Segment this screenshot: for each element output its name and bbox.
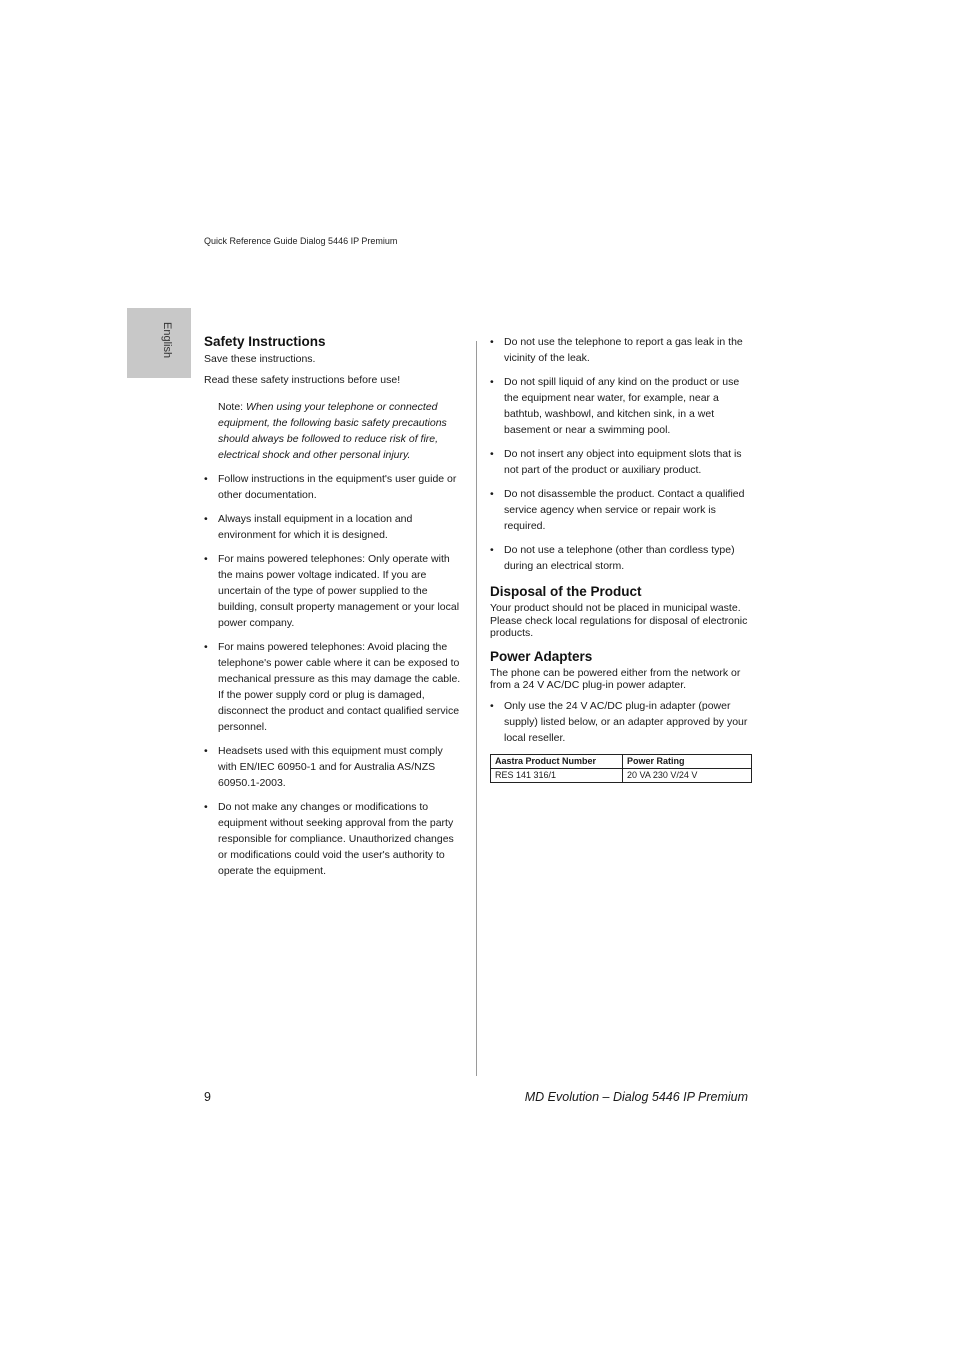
list-item: • Do not use the telephone to report a gas leak in the vicinity of the leak. xyxy=(490,334,752,366)
right-column xyxy=(490,334,752,783)
table-cell: RES 141 316/1 xyxy=(491,768,623,782)
list-item: • Do not make any changes or modifications to equipment without seeking approval from the party responsible for compliance. Unauthorized changes or modifications could void the user's authority to operate the equipment. xyxy=(204,799,464,879)
left-column xyxy=(204,334,464,887)
language-tab xyxy=(127,308,191,378)
list-item: • Do not spill liquid of any kind on the product or use the equipment near water, for example, near a bathtub, washbowl, and kitchen sink, in a wet basement or near a swimming pool. xyxy=(490,374,752,438)
running-header: Quick Reference Guide Dialog 5446 IP Premium xyxy=(204,236,398,246)
table-cell: 20 VA 230 V/24 V xyxy=(623,768,752,782)
list-item: • Follow instructions in the equipment's user guide or other documentation. xyxy=(204,471,464,503)
language-tab-label: English xyxy=(161,322,173,359)
list-item: • Do not use a telephone (other than cordless type) during an electrical storm. xyxy=(490,542,752,574)
list-item: • Do not insert any object into equipment slots that is not part of the product or auxiliary product. xyxy=(490,446,752,478)
safety-heading: Safety Instructions xyxy=(204,334,326,349)
safety-list-continued xyxy=(490,334,752,574)
safety-note xyxy=(218,399,464,463)
disposal-text: Your product should not be placed in municipal waste. Please check local regulations for disposal of electronic products. xyxy=(490,602,748,639)
disposal-heading: Disposal of the Product xyxy=(490,584,642,599)
footer-doc-title: MD Evolution – Dialog 5446 IP Premium xyxy=(524,1090,748,1104)
list-item: • Headsets used with this equipment must comply with EN/IEC 60950-1 and for Australia AS/NZS 60950.1-2003. xyxy=(204,743,464,791)
list-item: • Do not disassemble the product. Contact a qualified service agency when service or repair work is required. xyxy=(490,486,752,534)
note-label: Note: xyxy=(218,401,244,413)
list-item: • For mains powered telephones: Only operate with the mains power voltage indicated. If you are uncertain of the type of power supplied to the building, consult property management or your local power company. xyxy=(204,551,464,631)
list-item: • Always install equipment in a location and environment for which it is designed. xyxy=(204,511,464,543)
note-text: When using your telephone or connected equipment, the following basic safety precautions should always be followed to reduce risk of fire, electrical shock and other personal injury. xyxy=(218,401,447,461)
column-divider xyxy=(476,341,477,1076)
table-header-cell: Power Rating xyxy=(623,754,752,768)
power-heading: Power Adapters xyxy=(490,648,593,664)
page-number: 9 xyxy=(204,1090,211,1104)
power-text: The phone can be powered either from the network or from a 24 V AC/DC plug-in power adapter. xyxy=(490,666,741,691)
power-list xyxy=(490,698,752,746)
table-row xyxy=(491,768,752,782)
table-header-row xyxy=(491,754,752,768)
list-item: • Only use the 24 V AC/DC plug-in adapter (power supply) listed below, or an adapter approved by your local reseller. xyxy=(490,698,752,746)
safety-list xyxy=(204,471,464,879)
safety-intro-1: Save these instructions. xyxy=(204,353,316,365)
table-header-cell: Aastra Product Number xyxy=(491,754,623,768)
list-item: • For mains powered telephones: Avoid placing the telephone's power cable where it can be exposed to mechanical pressure as this may damage the cable. If the power supply cord or plug is damaged, disconnect the product and contact qualified service personnel. xyxy=(204,639,464,735)
adapter-table xyxy=(490,754,752,783)
safety-intro-2: Read these safety instructions before use! xyxy=(204,374,401,386)
